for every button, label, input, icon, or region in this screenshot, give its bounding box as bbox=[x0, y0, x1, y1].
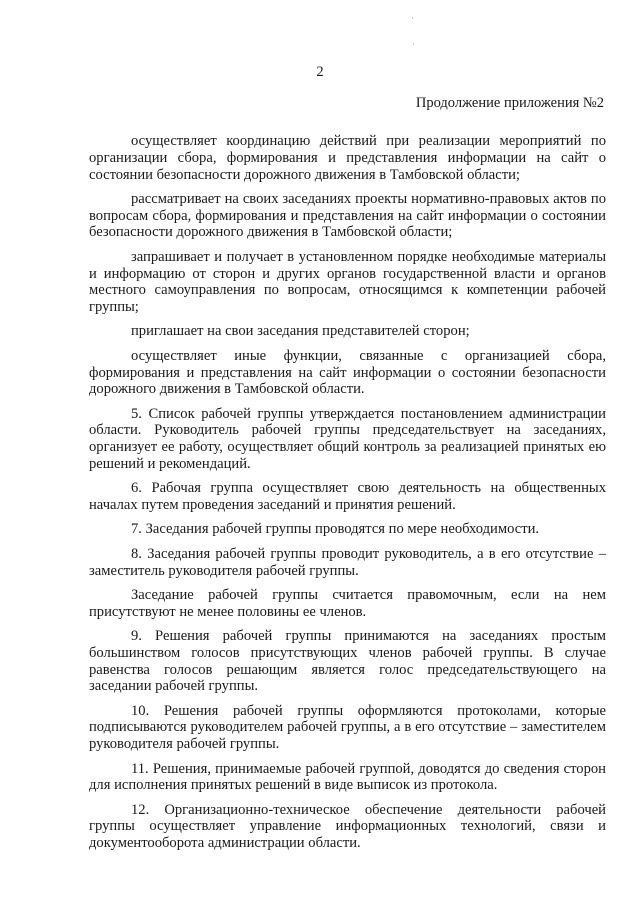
paragraph: рассматривает на своих заседаниях проекты нормативно-правовых актов по вопросам сбора, формирования и представления на сайт информации о состоянии безопасности дорожного движения в Тамбовской области; bbox=[89, 190, 606, 241]
paragraph: осуществляет иные функции, связанные с организацией сбора, формирования и представления на сайт информации о состоянии безопасности дорожного движения в Тамбовской области. bbox=[89, 347, 606, 398]
page-number: 2 bbox=[316, 64, 324, 80]
appendix-title: Продолжение приложения №2 bbox=[415, 95, 604, 111]
paragraph: приглашает на свои заседания представителей сторон; bbox=[131, 323, 470, 340]
scan-artifact: · bbox=[412, 39, 415, 49]
paragraph: Заседание рабочей группы считается правомочным, если на нем присутствуют не менее половины ее членов. bbox=[89, 586, 606, 620]
paragraph: 8. Заседания рабочей группы проводит руководитель, а в его отсутствие – заместитель руководителя рабочей группы. bbox=[89, 545, 606, 579]
paragraph: 9. Решения рабочей группы принимаются на заседаниях простым большинством голосов присутствующих членов рабочей группы. В случае равенства голосов решающим является голос председательствующего на заседании рабочей группы. bbox=[89, 627, 606, 695]
paragraph: 12. Организационно-техническое обеспечение деятельности рабочей группы осуществляет управление информационных технологий, связи и документооборота администрации области. bbox=[89, 801, 606, 852]
paragraph: осуществляет координацию действий при реализации мероприятий по организации сбора, формирования и представления информации на сайт о состоянии безопасности дорожного движения в Тамбовской области; bbox=[89, 133, 606, 183]
document-body bbox=[89, 133, 606, 859]
paragraph: запрашивает и получает в установленном порядке необходимые материалы и информацию от сторон и других органов государственной власти и органов местного самоуправления по вопросам, относящимся к компетенции рабочей группы; bbox=[89, 248, 606, 316]
paragraph: 6. Рабочая группа осуществляет свою деятельность на общественных началах путем проведения заседаний и принятия решений. bbox=[89, 480, 606, 514]
paragraph: 5. Список рабочей группы утверждается постановлением администрации области. Руководитель рабочей группы председательствует на заседаниях, организует ее работу, осуществляет общий контроль за реализацией принятых ею решений и рекомендаций. bbox=[89, 405, 606, 473]
paragraph: 11. Решения, принимаемые рабочей группой, доводятся до сведения сторон для исполнения принятых решений в виде выписок из протокола. bbox=[89, 760, 606, 794]
scan-artifact: · bbox=[411, 13, 414, 23]
paragraph: 7. Заседания рабочей группы проводятся по мере необходимости. bbox=[131, 521, 540, 538]
paragraph: 10. Решения рабочей группы оформляются протоколами, которые подписываются руководителем рабочей группы, а в его отсутствие – заместителем руководителя рабочей группы. bbox=[89, 702, 606, 753]
